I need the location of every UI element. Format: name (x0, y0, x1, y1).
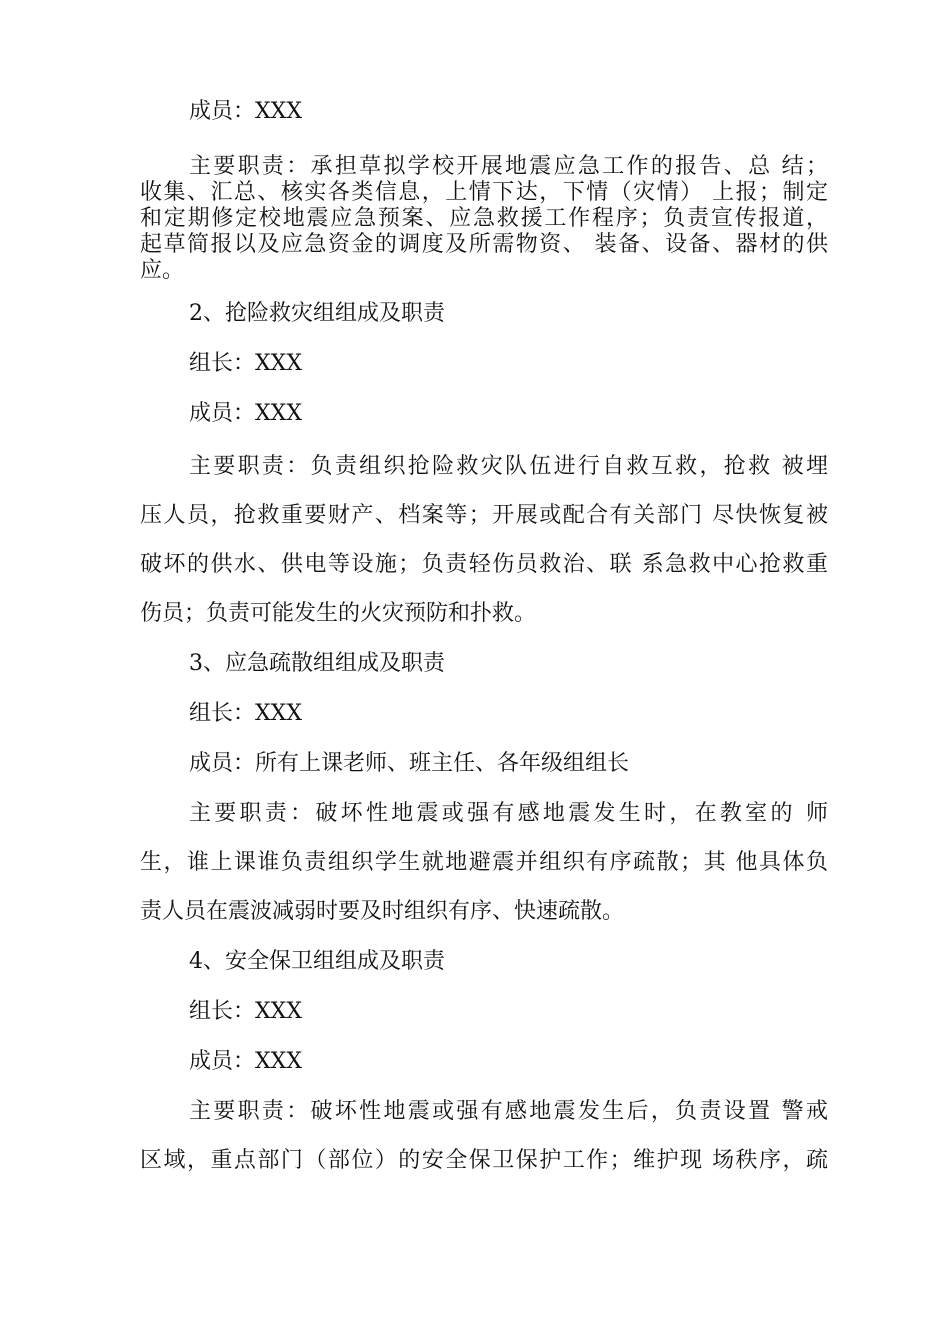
leader-line: 组长：XXX (189, 999, 302, 1024)
section-heading: 3、应急疏散组组成及职责 (189, 651, 445, 676)
section-heading: 4、安全保卫组组成及职责 (189, 949, 445, 974)
duty-paragraph-line: 破坏的供水、供电等设施；负责轻伤员救治、联 系急救中心抢救重 (140, 552, 828, 577)
member-line: 成员：XXX (189, 1049, 302, 1074)
duty-paragraph-line: 压人员，抢救重要财产、档案等；开展或配合有关部门 尽快恢复被 (140, 503, 828, 528)
member-line: 成员：XXX (189, 99, 302, 124)
duty-paragraph-line: 和定期修定校地震应急预案、应急救援工作程序；负责宣传报道， (140, 206, 828, 231)
duty-paragraph-line: 主要职责：破坏性地震或强有感地震发生时，在教室的 师 (189, 801, 828, 826)
duty-paragraph-line: 生，谁上课谁负责组织学生就地避震并组织有序疏散；其 他具体负 (140, 850, 828, 875)
duty-paragraph-line: 收集、汇总、核实各类信息，上情下达，下情（灾情） 上报；制定 (140, 180, 828, 205)
duty-paragraph-line: 主要职责：负责组织抢险救灾队伍进行自救互救，抢救 被埋 (189, 454, 828, 479)
leader-line: 组长：XXX (189, 701, 302, 726)
duty-paragraph-line: 主要职责：承担草拟学校开展地震应急工作的报告、总 结； (189, 154, 828, 179)
duty-paragraph-line: 伤员；负责可能发生的火灾预防和扑救。 (140, 601, 537, 626)
duty-paragraph-line: 责人员在震波减弱时要及时组织有序、快速疏散。 (140, 899, 625, 924)
duty-paragraph-line: 应。 (140, 258, 185, 283)
duty-paragraph-line: 区域，重点部门（部位）的安全保卫保护工作；维护现 场秩序，疏 (140, 1148, 828, 1173)
duty-paragraph-line: 起草简报以及应急资金的调度及所需物资、 装备、设备、器材的供 (140, 232, 828, 257)
leader-line: 组长：XXX (189, 351, 302, 376)
duty-paragraph-line: 主要职责：破坏性地震或强有感地震发生后，负责设置 警戒 (189, 1099, 828, 1124)
member-line: 成员：所有上课老师、班主任、各年级组组长 (189, 751, 630, 776)
section-heading: 2、抢险救灾组组成及职责 (189, 301, 445, 326)
member-line: 成员：XXX (189, 401, 302, 426)
